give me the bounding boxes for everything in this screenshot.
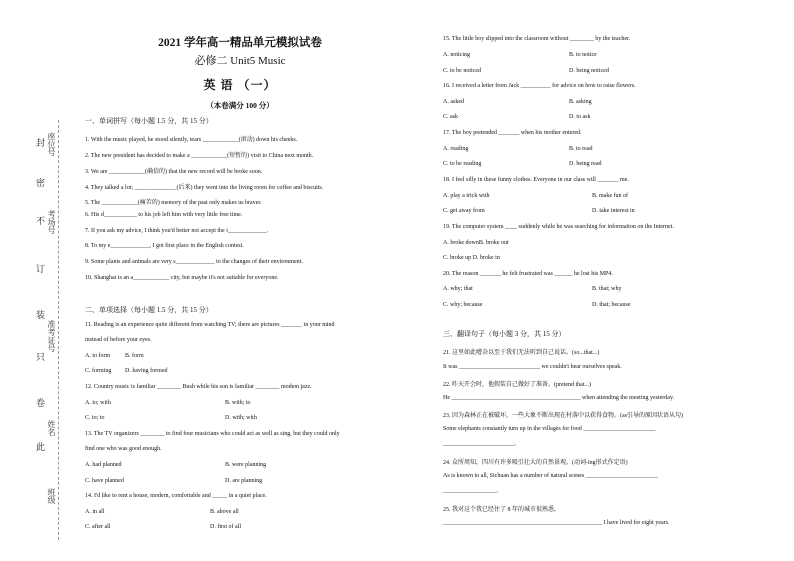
- question-item: 4. They talked a lot; ______________(后来) they went into the living room for coffee and biscuits.: [85, 185, 324, 191]
- option: C. forming: [85, 368, 112, 374]
- option: A. why; that: [443, 286, 473, 292]
- option: B. make fun of: [592, 193, 628, 199]
- gutter-label-class: 班级: [47, 488, 56, 504]
- option: D. are planning: [225, 478, 263, 484]
- option: B. that; why: [592, 286, 622, 292]
- gutter-char: 密: [36, 178, 46, 188]
- option: D. being noticed: [569, 68, 609, 74]
- option: B. above all: [210, 509, 239, 515]
- exam-subtitle: 必修二 Unit5 Music: [194, 55, 286, 67]
- exam-score: （本卷满分 100 分）: [206, 101, 274, 110]
- question-item: 15. The little boy slipped into the classroom without ________ by the teacher.: [443, 36, 631, 42]
- option: C. why; because: [443, 302, 483, 308]
- option: C. to be noticed: [443, 68, 481, 74]
- gutter-char: 卷: [36, 398, 46, 408]
- question-item: 23. 因为森林正在被破坏，一些大象不断出现在村落中以获得食物。(as引导的原因状语从句): [443, 413, 683, 419]
- answer-line: ________________________.: [443, 441, 517, 447]
- option: D. with; with: [225, 415, 257, 421]
- option: C. broke up D. broke in: [443, 255, 500, 261]
- question-item: find one who was good enough.: [85, 446, 162, 452]
- gutter-char: 只: [36, 352, 46, 362]
- option: B. to notice: [569, 52, 597, 58]
- option: C. to be reading: [443, 161, 482, 167]
- question-item: 22. 昨天开会时，他假装自己做好了准备。(pretend that...): [443, 382, 591, 388]
- option: C. get away from: [443, 208, 485, 214]
- question-item: 11. Reading is an experience quite different from watching TV; there are pictures _______ in your mind: [85, 322, 335, 328]
- option: A. to form: [85, 353, 111, 359]
- gutter-char: 此: [36, 442, 46, 452]
- question-item: 7. If you ask my advice, I think you'd better not accept the i_____________.: [85, 228, 269, 234]
- option: A. noticing: [443, 52, 470, 58]
- question-item: 13. The TV organizers ________ to find four musicians who could act as well as sing, but they could only: [85, 431, 340, 437]
- option: C. ask: [443, 114, 458, 120]
- section-3-title: 三、翻译句子（每小题 3 分，共 15 分）: [443, 330, 566, 338]
- question-item: 16. I received a letter from Jack __________ for advice on how to raise flowers.: [443, 83, 636, 89]
- question-item: 8. To my e_____________, I got first place in the English contest.: [85, 243, 244, 249]
- option: C. after all: [85, 524, 111, 530]
- option: A. had planned: [85, 462, 122, 468]
- gutter-label-room: 考场号: [47, 210, 56, 234]
- option: A. play a trick with: [443, 193, 490, 199]
- option: D. that; because: [592, 302, 631, 308]
- question-item: 1. With the music played, he stood silently, tears ____________(滚动) down his cheeks.: [85, 137, 298, 143]
- question-item: instead of before your eyes.: [85, 337, 152, 343]
- exam-subject: 英 语 （一）: [203, 78, 277, 92]
- option: B. asking: [569, 99, 592, 105]
- option: C. have planned: [85, 478, 124, 484]
- answer-line: He ___________________________________________ when attending the meeting yesterday.: [443, 395, 675, 401]
- question-item: 5. The ____________(痛苦的) memory of the past only makes us braver.: [85, 200, 262, 206]
- option: C. to; to: [85, 415, 105, 421]
- option: B. to read: [569, 146, 593, 152]
- answer-line: As is known to all, Sichuan has a number of natural scenes ________________________: [443, 473, 658, 479]
- answer-line: It was ___________________________ we couldn't hear ourselves speak.: [443, 364, 622, 370]
- question-item: 20. The reason _______ he felt frustrated was ______ he lost his MP4.: [443, 271, 613, 277]
- option: B. form: [125, 353, 144, 359]
- option: D. to ask: [569, 114, 591, 120]
- answer-line: __________________.: [443, 488, 499, 494]
- question-item: 3. We are ____________(确信的) that the new record will be broke soon.: [85, 169, 263, 175]
- exam-title: 2021 学年高一精品单元模拟试卷: [158, 37, 322, 49]
- option: D. take interest in: [592, 208, 635, 214]
- gutter-char: 封: [36, 138, 46, 148]
- question-item: 2. The new president has decided to make a ____________(短暂的) visit to China next month.: [85, 153, 314, 159]
- option: A. in all: [85, 509, 105, 515]
- gutter-char: 订: [36, 264, 46, 274]
- question-item: 9. Some plants and animals are very s_____________ to the changes of their environment.: [85, 259, 303, 265]
- option: D. first of all: [210, 524, 241, 530]
- question-item: 25. 我对这个我已经住了 8 年的城市很熟悉。: [443, 507, 561, 513]
- question-item: 18. I feel silly in these funny clothes. Everyone in our class will _______ me.: [443, 177, 629, 183]
- binding-dashed-line: [58, 120, 59, 540]
- question-item: 24. 众所周知，四川有许多吸引壮大的自然景观。(动词-ing形式作定语): [443, 460, 628, 466]
- question-item: 12. Country music is familiar ________ Bush while his son is familiar ________ modem jazz.: [85, 384, 312, 390]
- answer-line: Some elephants constantly turn up in the villages for food ________________________: [443, 426, 656, 432]
- option: A. broke downB. broke out: [443, 240, 509, 246]
- question-item: 19. The computer system ____ suddenly while he was searching for information on the Internet.: [443, 224, 674, 230]
- question-item: 17. The boy pretended _______ when his mother entered.: [443, 130, 582, 136]
- option: B. were planning: [225, 462, 267, 468]
- option: D. being read: [569, 161, 602, 167]
- question-item: 10. Shanghai is an a____________ city, but maybe it's not suitable for everyone.: [85, 275, 279, 281]
- option: A. reading: [443, 146, 469, 152]
- answer-line: _____________________________________________________ I have lived for eight years.: [443, 520, 670, 526]
- gutter-label-ticket: 准考证号: [47, 320, 56, 352]
- section-1-title: 一、单词拼写（每小题 1.5 分，共 15 分）: [85, 117, 213, 125]
- option: A. to; with: [85, 400, 111, 406]
- gutter-label-seat: 座位号: [47, 132, 56, 156]
- option: B. with; to: [225, 400, 251, 406]
- question-item: 6. His d___________ to his job left him with very little free time.: [85, 212, 243, 218]
- option: A. asked: [443, 99, 464, 105]
- gutter-char: 不: [36, 216, 46, 226]
- gutter-char: 装: [36, 310, 46, 320]
- gutter-label-name: 姓名: [47, 420, 56, 436]
- question-item: 21. 这里如此嘈杂以至于我们无法听到自己说话。(so...that...): [443, 350, 600, 356]
- section-2-title: 二、单项选择（每小题 1.5 分，共 15 分）: [85, 306, 213, 314]
- question-item: 14. I'd like to rent a house, modern, comfortable and _____ in a quiet place.: [85, 493, 267, 499]
- option: D. having formed: [125, 368, 168, 374]
